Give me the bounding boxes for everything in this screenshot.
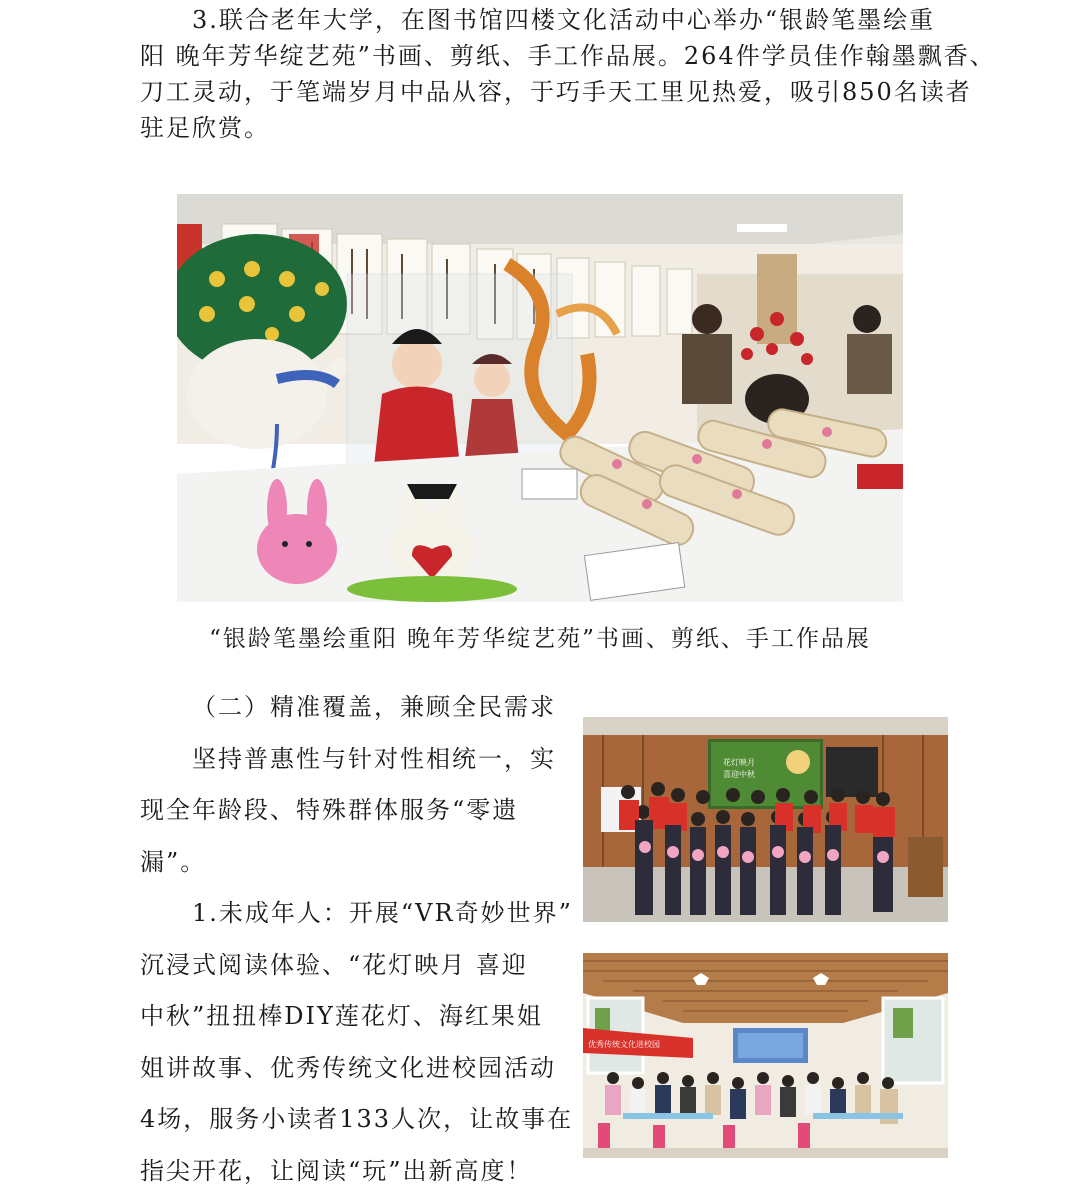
- banner-text: 优秀传统文化进校园: [588, 1039, 660, 1049]
- screen-text-1: 花灯映月: [723, 757, 755, 767]
- top-paragraph-line-4: 驻足欣赏。: [140, 110, 975, 146]
- school-activity-photo: [583, 953, 948, 1158]
- top-paragraph-line-3: 刀工灵动，于笔端岁月中品从容，于巧手天工里见热爱，吸引850名读者: [140, 74, 975, 110]
- top-paragraph-line-1: 3.联合老年大学，在图书馆四楼文化活动中心举办“银龄笔墨绘重: [140, 2, 975, 38]
- top-paragraph-line-2: 阳 晚年芳华绽艺苑”书画、剪纸、手工作品展。264件学员佳作翰墨飘香、: [140, 38, 975, 74]
- lantern-activity-photo: [583, 717, 948, 922]
- section-body-line-1: 坚持普惠性与针对性相统一，实: [140, 734, 580, 786]
- section-body-line-7: 姐讲故事、优秀传统文化进校园活动: [140, 1043, 580, 1095]
- exhibition-photo: [177, 194, 903, 602]
- section-body-line-4: 1.未成年人：开展“VR奇妙世界”: [140, 888, 580, 940]
- section-body-line-8: 4场，服务小读者133人次，让故事在: [140, 1094, 580, 1146]
- section-body-line-5: 沉浸式阅读体验、“花灯映月 喜迎: [140, 940, 580, 992]
- section-body-line-6: 中秋”扭扭棒DIY莲花灯、海红果姐: [140, 991, 580, 1043]
- section-heading: （二）精准覆盖，兼顾全民需求: [140, 682, 580, 734]
- top-paragraph: [140, 2, 975, 146]
- section-body-line-2: 现全年龄段、特殊群体服务“零遗: [140, 785, 580, 837]
- screen-text-2: 喜迎中秋: [723, 769, 755, 779]
- section-body-line-3: 漏”。: [140, 837, 580, 889]
- section-body-line-9: 指尖开花，让阅读“玩”出新高度！: [140, 1146, 580, 1197]
- photo-caption: “银龄笔墨绘重阳 晚年芳华绽艺苑”书画、剪纸、手工作品展: [0, 620, 1080, 653]
- section-text: [140, 682, 580, 1197]
